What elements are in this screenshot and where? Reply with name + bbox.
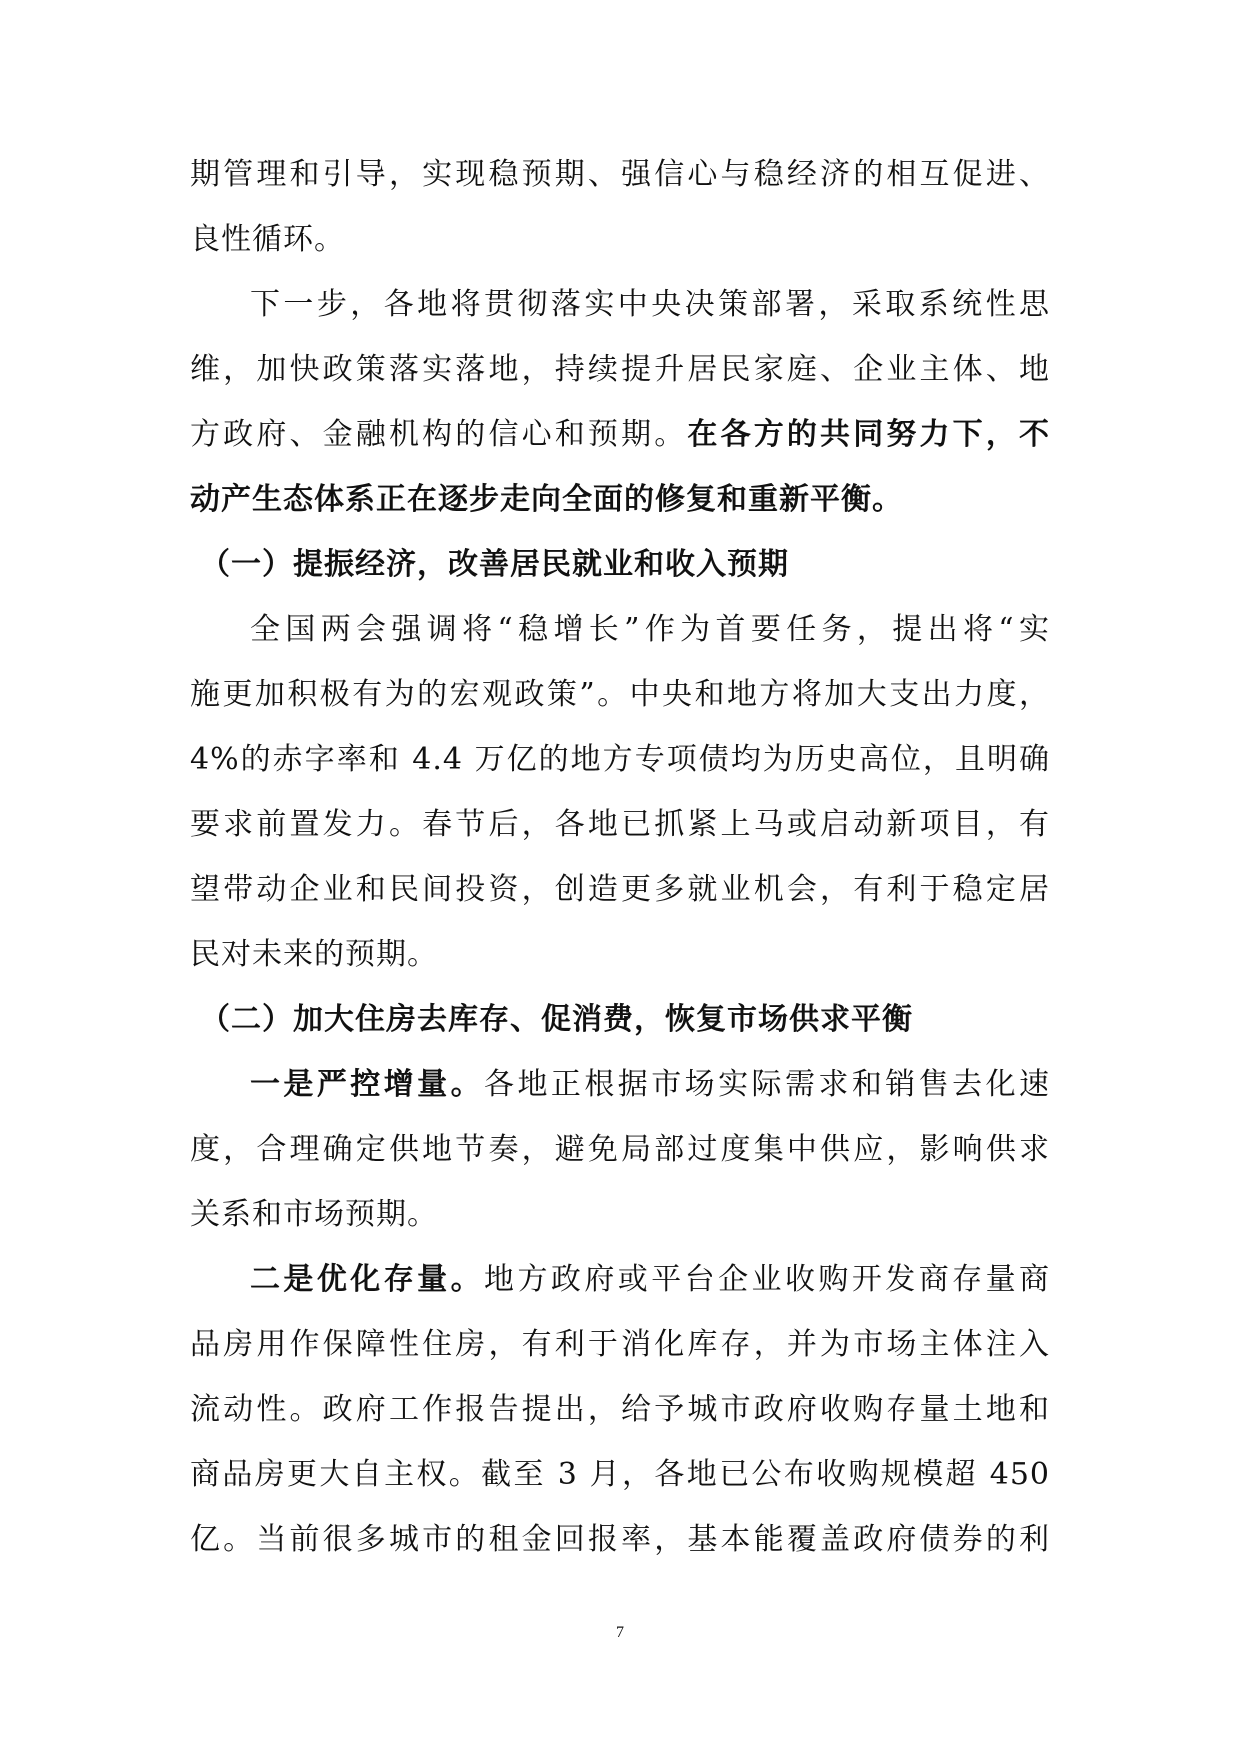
text-line [190, 402, 1050, 467]
section-heading: （二）加大住房去库存、促消费，恢复市场供求平衡 [200, 1002, 913, 1037]
text-line: 望带动企业和民间投资，创造更多就业机会，有利于稳定居 [190, 872, 1050, 907]
bold-text-span: 一是严控增量。 [250, 1067, 485, 1102]
text-line [190, 1052, 1050, 1117]
text-line [190, 1247, 1050, 1312]
page-number: 7 [616, 1624, 624, 1641]
bold-text-span: 在各方的共同努力下，不 [687, 417, 1050, 452]
document-body [190, 142, 1050, 1572]
text-line: 流动性。政府工作报告提出，给予城市政府收购存量土地和 [190, 1392, 1050, 1427]
text-line: 期管理和引导，实现稳预期、强信心与稳经济的相互促进、 [190, 157, 1050, 192]
section-heading: （一）提振经济，改善居民就业和收入预期 [200, 547, 789, 582]
bold-text-span: 二是优化存量。 [250, 1262, 485, 1297]
text-line: 度，合理确定供地节奏，避免局部过度集中供应，影响供求 [190, 1132, 1050, 1167]
text-span: 各地正根据市场实际需求和销售去化速 [484, 1067, 1050, 1102]
bold-text-line: 动产生态体系正在逐步走向全面的修复和重新平衡。 [190, 482, 903, 517]
text-line: 关系和市场预期。 [190, 1197, 438, 1232]
text-line: 全国两会强调将“稳增长”作为首要任务，提出将“实 [250, 612, 1050, 647]
text-line: 亿。当前很多城市的租金回报率，基本能覆盖政府债券的利 [190, 1522, 1050, 1557]
text-span: 方政府、金融机构的信心和预期。 [190, 417, 688, 452]
text-line: 要求前置发力。春节后，各地已抓紧上马或启动新项目，有 [190, 807, 1050, 842]
text-span: 地方政府或平台企业收购开发商存量商 [484, 1262, 1050, 1297]
text-line: 维，加快政策落实落地，持续提升居民家庭、企业主体、地 [190, 352, 1050, 387]
text-line: 施更加积极有为的宏观政策”。中央和地方将加大支出力度， [190, 677, 1050, 712]
text-line: 4%的赤字率和 4.4 万亿的地方专项债均为历史高位，且明确 [190, 742, 1050, 777]
text-line: 商品房更大自主权。截至 3 月，各地已公布收购规模超 450 [190, 1457, 1050, 1492]
text-line: 品房用作保障性住房，有利于消化库存，并为市场主体注入 [190, 1327, 1050, 1362]
text-line: 下一步，各地将贯彻落实中央决策部署，采取系统性思 [250, 287, 1050, 322]
text-line: 良性循环。 [190, 222, 345, 257]
text-line: 民对未来的预期。 [190, 937, 438, 972]
